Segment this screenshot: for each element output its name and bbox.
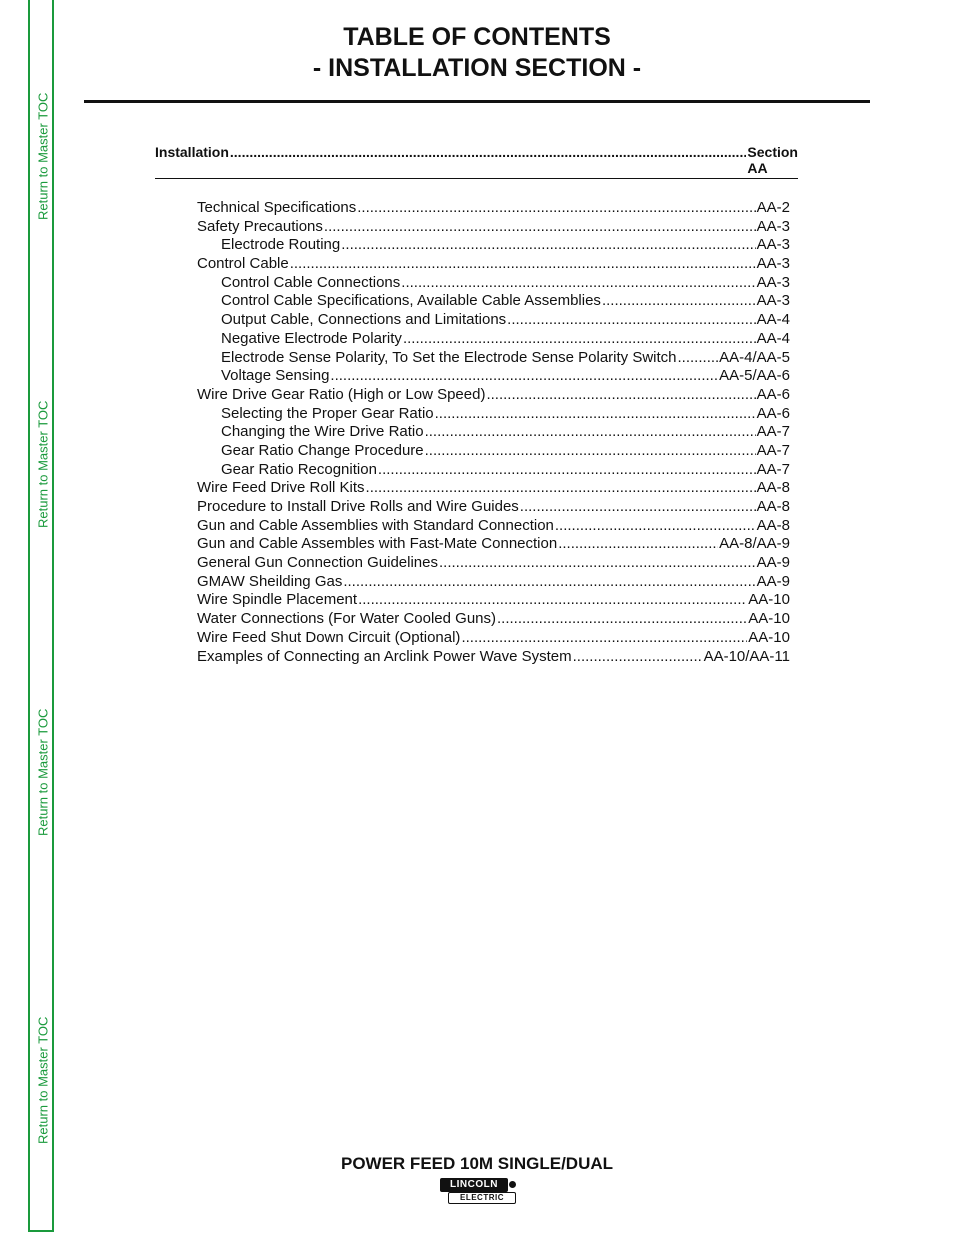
logo-top-text: LINCOLN	[440, 1178, 508, 1192]
toc-entry-label: Gun and Cable Assemblies with Standard Connection	[197, 516, 554, 534]
toc-entry-label: Wire Drive Gear Ratio (High or Low Speed)	[197, 385, 486, 403]
toc-leader	[602, 292, 756, 311]
toc-entry-label: Wire Feed Shut Down Circuit (Optional)	[197, 628, 461, 646]
toc-entry-label: Safety Precautions	[197, 217, 323, 235]
toc-entry[interactable]	[197, 349, 790, 368]
toc-leader	[507, 311, 755, 330]
toc-entry[interactable]	[197, 554, 790, 573]
toc-entry-label: Examples of Connecting an Arclink Power Wave System	[197, 647, 572, 665]
toc-leader	[555, 517, 756, 536]
toc-leader	[520, 498, 756, 517]
toc-entry-page: AA-8/AA-9	[719, 535, 790, 553]
toc-entry-label: Voltage Sensing	[221, 367, 330, 385]
toc-entry-label: Negative Electrode Polarity	[221, 329, 402, 347]
toc-entry-page: AA-2	[756, 199, 790, 216]
toc-leader	[401, 274, 755, 293]
toc-entry-page: AA-3	[756, 255, 790, 273]
toc-entry-label: Water Connections (For Water Cooled Guns)	[197, 610, 496, 628]
toc-entry-label: Electrode Routing	[221, 236, 341, 254]
toc-entry[interactable]	[197, 498, 790, 517]
toc-entry-label: Gun and Cable Assembles with Fast-Mate Connection	[197, 535, 558, 553]
toc-leader	[230, 144, 747, 160]
toc-entry[interactable]	[197, 274, 790, 293]
toc-entry-label: Selecting the Proper Gear Ratio	[221, 404, 434, 422]
toc-leader	[558, 535, 718, 554]
toc-leader	[403, 330, 756, 349]
title-divider	[84, 100, 870, 103]
toc-entry[interactable]	[197, 535, 790, 554]
toc-entry[interactable]	[197, 461, 790, 480]
toc-entry-label: Procedure to Install Drive Rolls and Wire Guides	[197, 498, 519, 515]
toc-entry-page: AA-10	[748, 628, 790, 646]
toc-entry-page: AA-4/AA-5	[719, 348, 790, 366]
toc-leader	[425, 442, 756, 461]
toc-entry-page: AA-10	[748, 591, 790, 609]
toc-entry-label: Electrode Sense Polarity, To Set the Electrode Sense Polarity Switch	[221, 348, 677, 366]
toc-entry[interactable]	[197, 648, 790, 667]
toc-entry-page: AA-3	[756, 236, 790, 254]
toc-entry-label: Control Cable	[197, 255, 289, 273]
toc-entry[interactable]	[197, 236, 790, 255]
toc-leader	[366, 479, 756, 498]
logo-registered-mark-icon	[509, 1181, 516, 1188]
toc-entry[interactable]	[197, 610, 790, 629]
toc-leader	[378, 461, 756, 480]
toc-entry-page: AA-6	[756, 404, 790, 422]
toc-leader	[435, 405, 756, 424]
product-name: POWER FEED 10M SINGLE/DUAL	[340, 1154, 614, 1173]
toc-entry-label: Control Cable Specifications, Available Cable Assemblies	[221, 292, 601, 310]
toc-entry-page: AA-5/AA-6	[719, 367, 790, 385]
toc-entry-page: AA-4	[756, 329, 790, 347]
toc-leader	[290, 255, 756, 274]
toc-entry-label: Changing the Wire Drive Ratio	[221, 423, 424, 441]
toc-entry[interactable]	[197, 199, 790, 218]
toc-entry[interactable]	[197, 591, 790, 610]
toc-entry[interactable]	[197, 386, 790, 405]
return-to-master-toc-link-2[interactable]: Return to Master TOC	[35, 400, 51, 528]
sidebar-border	[28, 0, 54, 1232]
toc-leader	[358, 591, 747, 610]
toc-entry-page: AA-3	[756, 292, 790, 310]
toc-entry-label: Gear Ratio Change Procedure	[221, 441, 424, 459]
toc-entry[interactable]	[197, 423, 790, 442]
return-to-master-toc-link-4[interactable]: Return to Master TOC	[35, 1016, 51, 1144]
toc-entry-page: AA-3	[756, 217, 790, 235]
toc-leader	[341, 236, 755, 255]
toc-entry[interactable]	[197, 517, 790, 536]
toc-entry-label: General Gun Connection Guidelines	[197, 554, 438, 572]
toc-section-installation[interactable]	[155, 144, 798, 179]
return-to-master-toc-link-1[interactable]: Return to Master TOC	[35, 92, 51, 220]
toc-entry-label: Technical Specifications	[197, 199, 357, 216]
toc-entry-page: AA-3	[756, 273, 790, 291]
return-to-master-toc-link-3[interactable]: Return to Master TOC	[35, 708, 51, 836]
toc-entry[interactable]	[197, 405, 790, 424]
toc-leader	[497, 610, 747, 629]
toc-entry-page: AA-7	[756, 460, 790, 478]
toc-entry-page: AA-8	[756, 516, 790, 534]
toc-entry-page: AA-7	[756, 423, 790, 441]
toc-entry[interactable]	[197, 442, 790, 461]
toc-entry-page: AA-9	[756, 572, 790, 590]
toc-entry[interactable]	[197, 573, 790, 592]
toc-entry-label: Wire Feed Drive Roll Kits	[197, 479, 365, 497]
toc-entry[interactable]	[197, 479, 790, 498]
toc-leader	[343, 573, 755, 592]
toc-entry[interactable]	[197, 311, 790, 330]
toc-entry-page: AA-10	[748, 610, 790, 628]
page-title-line-1: TABLE OF CONTENTS	[343, 23, 611, 51]
toc-entry-page: AA-6	[756, 385, 790, 403]
lincoln-electric-logo	[438, 1178, 520, 1208]
toc-entry-page: AA-9	[756, 554, 790, 572]
toc-leader	[461, 629, 747, 648]
toc-entry-page: AA-10/AA-11	[703, 647, 790, 665]
toc-section-label: Installation	[155, 144, 229, 160]
toc-entry[interactable]	[197, 629, 790, 648]
toc-leader	[573, 648, 703, 667]
toc-entry-page: AA-8	[756, 479, 790, 497]
toc-entry-label: GMAW Sheilding Gas	[197, 572, 343, 590]
toc-leader	[330, 367, 718, 386]
toc-entry-page: AA-7	[756, 441, 790, 459]
toc-entry[interactable]	[197, 330, 790, 349]
toc-entry-page: AA-8	[756, 498, 790, 515]
toc-entry-label: Control Cable Connections	[221, 273, 401, 291]
toc-entry-label: Output Cable, Connections and Limitations	[221, 311, 507, 329]
toc-leader	[357, 199, 755, 218]
toc-entry-label: Gear Ratio Recognition	[221, 460, 377, 478]
toc-leader	[439, 554, 756, 573]
toc-entry[interactable]	[197, 218, 790, 237]
toc-entry-label: Wire Spindle Placement	[197, 591, 358, 609]
toc-entry[interactable]	[197, 367, 790, 386]
toc-entry-page: AA-4	[756, 311, 790, 329]
toc-leader	[486, 386, 755, 405]
page-title-line-2: - INSTALLATION SECTION -	[312, 54, 642, 82]
toc-section-page: Section AA	[747, 144, 798, 176]
toc-leader	[425, 423, 756, 442]
toc-leader	[678, 349, 719, 368]
logo-bottom-text: ELECTRIC	[448, 1192, 516, 1204]
toc-entry[interactable]	[197, 255, 790, 274]
page-title	[84, 22, 870, 84]
toc-leader	[324, 218, 756, 237]
toc-list	[197, 199, 790, 666]
toc-entry[interactable]	[197, 292, 790, 311]
